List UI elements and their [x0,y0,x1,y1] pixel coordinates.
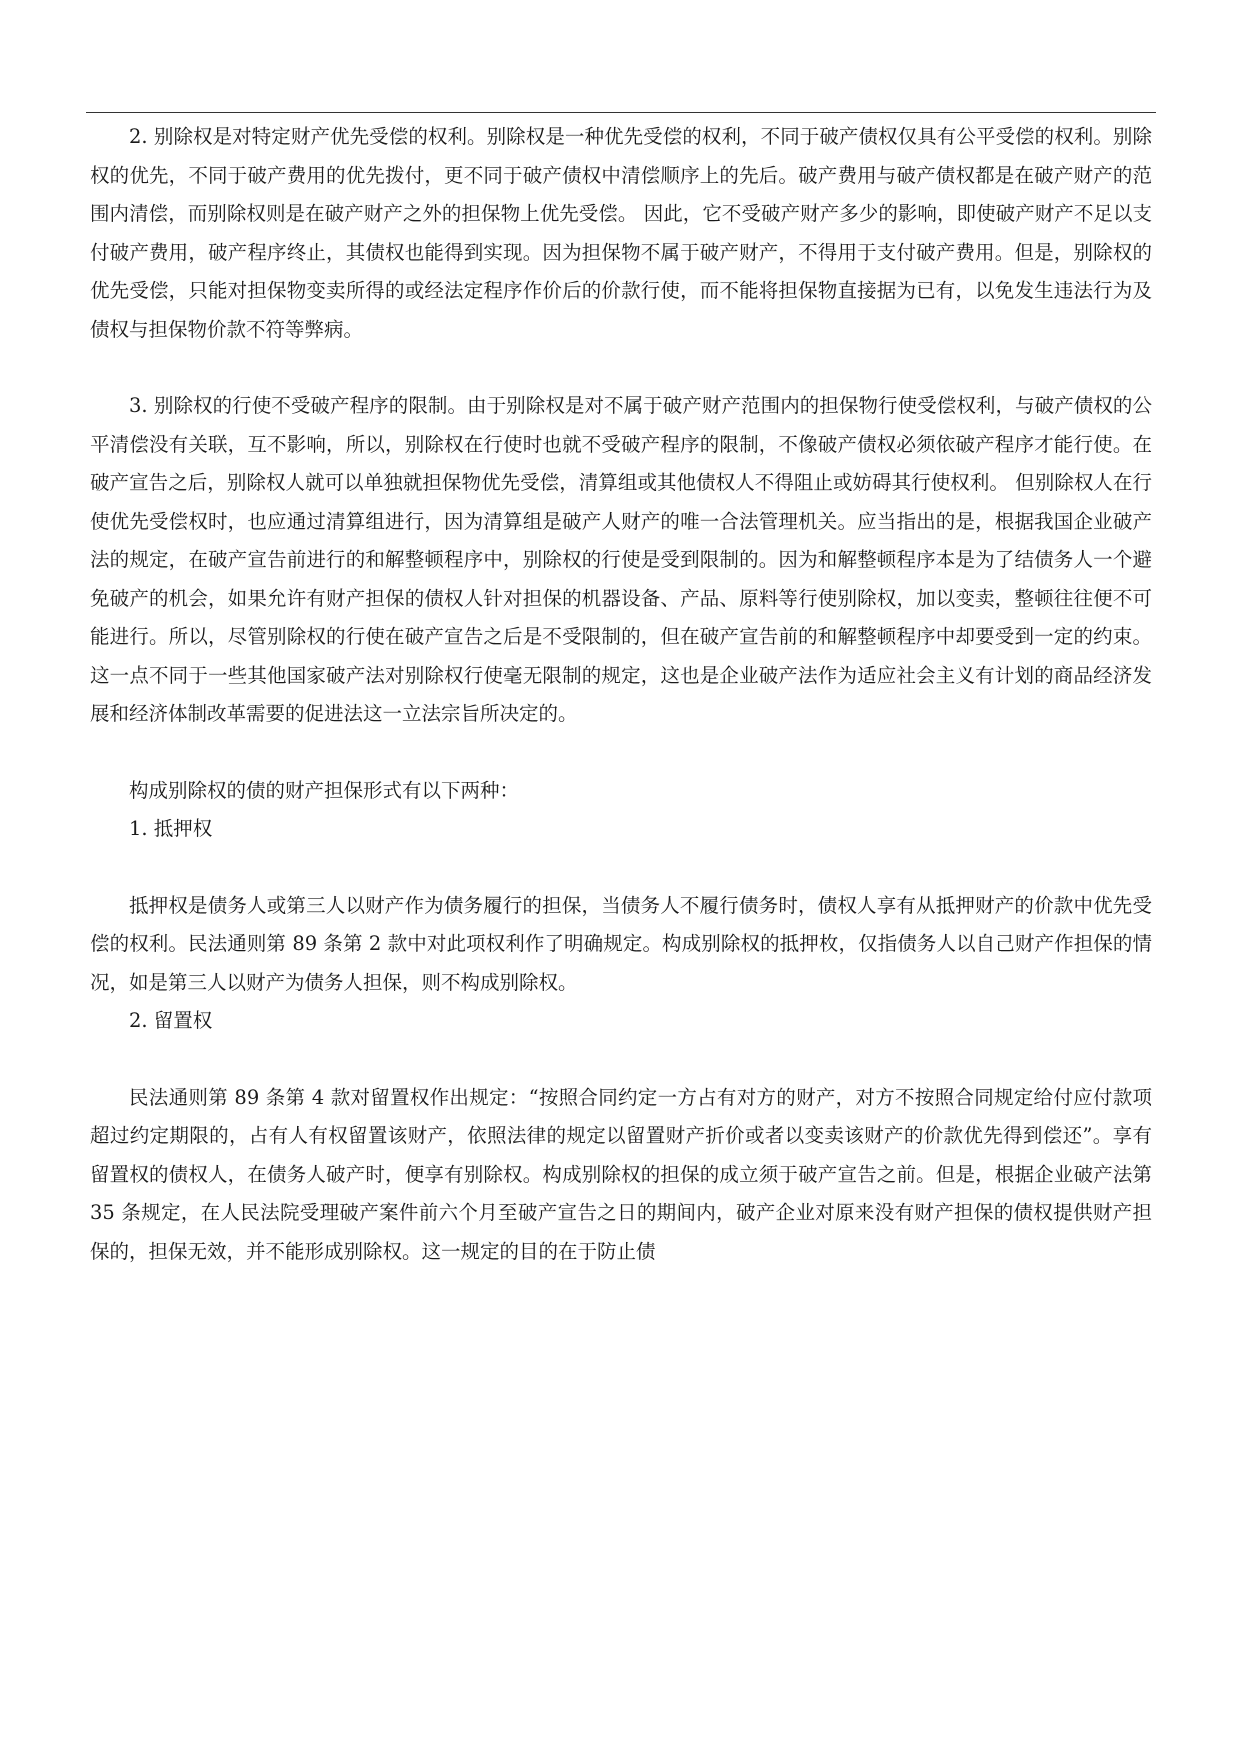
paragraph-lien: 民法通则第 89 条第 4 款对留置权作出规定：“按照合同约定一方占有对方的财产，对方不按照合同规定给付应付款项超过约定期限的，占有人有权留置该财产，依照法律的规定以留置财产折价或者以变卖该财产的价款优先得到偿还”。享有留置权的债权人，在债务人破产时，便享有别除权。构成别除权的担保的成立须于破产宣告之前。但是，根据企业破产法第 35 条规定，在人民法院受理破产案件前六个月至破产宣告之日的期间内，破产企业对原来没有财产担保的债权提供财产担保的，担保无效，并不能形成别除权。这一规定的目的在于防止债 [90,1085,1152,1263]
header-divider [86,112,1156,113]
section-heading-mortgage: 1. 抵押权 [129,817,213,840]
section-heading-lien: 2. 留置权 [129,1009,213,1032]
paragraph-forms-intro: 构成别除权的债的财产担保形式有以下两种： [129,778,520,802]
paragraph-priority-repayment: 2. 别除权是对特定财产优先受偿的权利。别除权是一种优先受偿的权利，不同于破产债权仅具有公平受偿的权利。别除权的优先，不同于破产费用的优先拨付，更不同于破产债权中清偿顺序上的先后。破产费用与破产债权都是在破产财产的范围内清偿，而别除权则是在破产财产之外的担保物上优先受偿。 因此，它不受破产财产多少的影响，即使破产财产不足以支付破产费用，破产程序终止，其债权也能得到实现。因为担保物不属于破产财产，不得用于支付破产费用。但是，别除权的优先受偿，只能对担保物变卖所得的或经法定程序作价后的价款行使，而不能将担保物直接据为已有，以免发生违法行为及债权与担保物价款不符等弊病。 [90,125,1152,341]
paragraph-mortgage: 抵押权是债务人或第三人以财产作为债务履行的担保，当债务人不履行债务时，债权人享有从抵押财产的价款中优先受偿的权利。民法通则第 89 条第 2 款中对此项权利作了明确规定。构成别除权的抵押枚，仅指债务人以自己财产作担保的情况，如是第三人以财产为债务人担保，则不构成别除权。 [90,893,1152,994]
document-body [90,118,1152,1271]
paragraph-not-restricted-by-procedure: 3. 别除权的行使不受破产程序的限制。由于别除权是对不属于破产财产范围内的担保物行使受偿权利，与破产债权的公平清偿没有关联，互不影响，所以，别除权在行使时也就不受破产程序的限制，不像破产债权必须依破产程序才能行使。在破产宣告之后，别除权人就可以单独就担保物优先受偿，清算组或其他债权人不得阻止或妨碍其行使权利。 但别除权人在行使优先受偿权时，也应通过清算组进行，因为清算组是破产人财产的唯一合法管理机关。应当指出的是，根据我国企业破产法的规定，在破产宣告前进行的和解整顿程序中，别除权的行使是受到限制的。因为和解整顿程序本是为了结债务人一个避免破产的机会，如果允许有财产担保的债权人针对担保的机器设备、产品、原料等行使别除权，加以变卖，整顿往往便不可能进行。所以，尽管别除权的行使在破产宣告之后是不受限制的，但在破产宣告前的和解整顿程序中却要受到一定的约束。这一点不同于一些其他国家破产法对别除权行使毫无限制的规定，这也是企业破产法作为适应社会主义有计划的商品经济发展和经济体制改革需要的促进法这一立法宗旨所决定的。 [90,394,1152,725]
